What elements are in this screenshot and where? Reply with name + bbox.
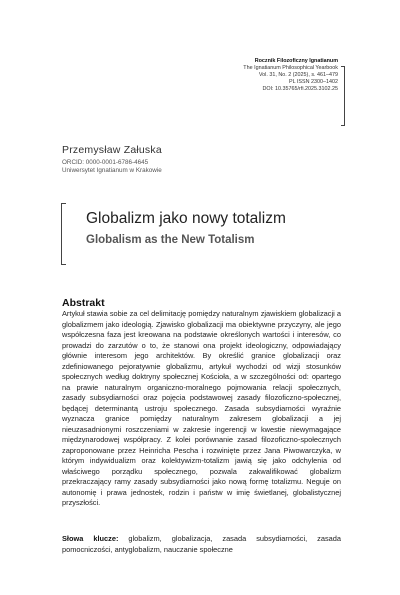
keywords: [62, 534, 341, 555]
author-meta: [62, 159, 162, 175]
keywords-label: Słowa klucze:: [62, 534, 119, 543]
title-bracket-decoration: [61, 203, 66, 265]
author-orcid[interactable]: ORCID: 0000-0001-6786-4645: [62, 159, 149, 166]
journal-bracket-decoration: [341, 66, 345, 126]
abstract-text: Artykuł stawia sobie za cel delimitację pomiędzy naturalnym zjawiskiem globalizacji a globalizmem jako ideologią. Zjawisko globalizacji ma obiektywne przyczyny, ale jego współczesna faza jest kreowana na podstawie określonych wartości i interesów, co prowadzi do zarzutów o to, że stanowi ona projekt ideologiczny, odpowiadający głównie interesom jego architektów. By określić granice globalizacji oraz zdefiniowanego pejoratywnie globalizmu, artykuł wychodzi od wizji stosunków społecznych według doktryny społecznej Kościoła, a w szczególności od: opartego na prawie naturalnym organiczno-moralnego pojmowania relacji społecznych, zasady subsydiarności oraz pojęcia podstawowej zasady filozoficzno-społecznej, będącej determinantą ustroju społecznego. Zasada subsydiarności wyraźnie wyznacza granice pomiędzy naturalnym zakresem globalizacji a jej nieuzasadnionymi roszczeniami w zakresie ingerencji w kwestie niewymagające międzynarodowej współpracy. Z kolei porównanie zasad filozoficzno-społecznych zaproponowane przez Heinricha Pescha i rozwinięte przez Jana Piwowarczyka, w którym indywidualizm oraz kolektywizm-totalizm jawią się jako odchylenia od właściwego porządku społecznego, pozwala zakwalifikować globalizm przekraczający ramy zasady subsydiarności jako nową formę totalizmu. Neguje on autonomię i prawa jednostek, rodzin i państw w imię świetlanej, globalistycznej przyszłości.: [62, 309, 341, 507]
journal-doi: DOI: 10.35765/rfi.2025.3102.25: [262, 86, 338, 92]
article-title: Globalizm jako nowy totalizm: [86, 210, 286, 227]
author-name: Przemysław Załuska: [62, 144, 162, 156]
journal-title: Rocznik Filozoficzny Ignatianum: [254, 58, 338, 64]
author-affiliation: Uniwersytet Ignatianum w Krakowie: [62, 167, 162, 174]
journal-issn: PL ISSN 2300–1402: [289, 79, 338, 85]
journal-info: [128, 58, 338, 93]
article-title-english: Globalism as the New Totalism: [86, 234, 255, 246]
keywords-text: globalizm, globalizacja, zasada subsydiarności, zasada pomocniczości, antyglobalizm, nauczanie społeczne: [62, 534, 341, 554]
journal-volume: Vol. 31, No. 2 (2025), s. 461–479: [258, 72, 338, 78]
abstract-heading: Abstrakt: [62, 297, 105, 309]
journal-subtitle: The Ignatianum Philosophical Yearbook: [243, 65, 338, 71]
